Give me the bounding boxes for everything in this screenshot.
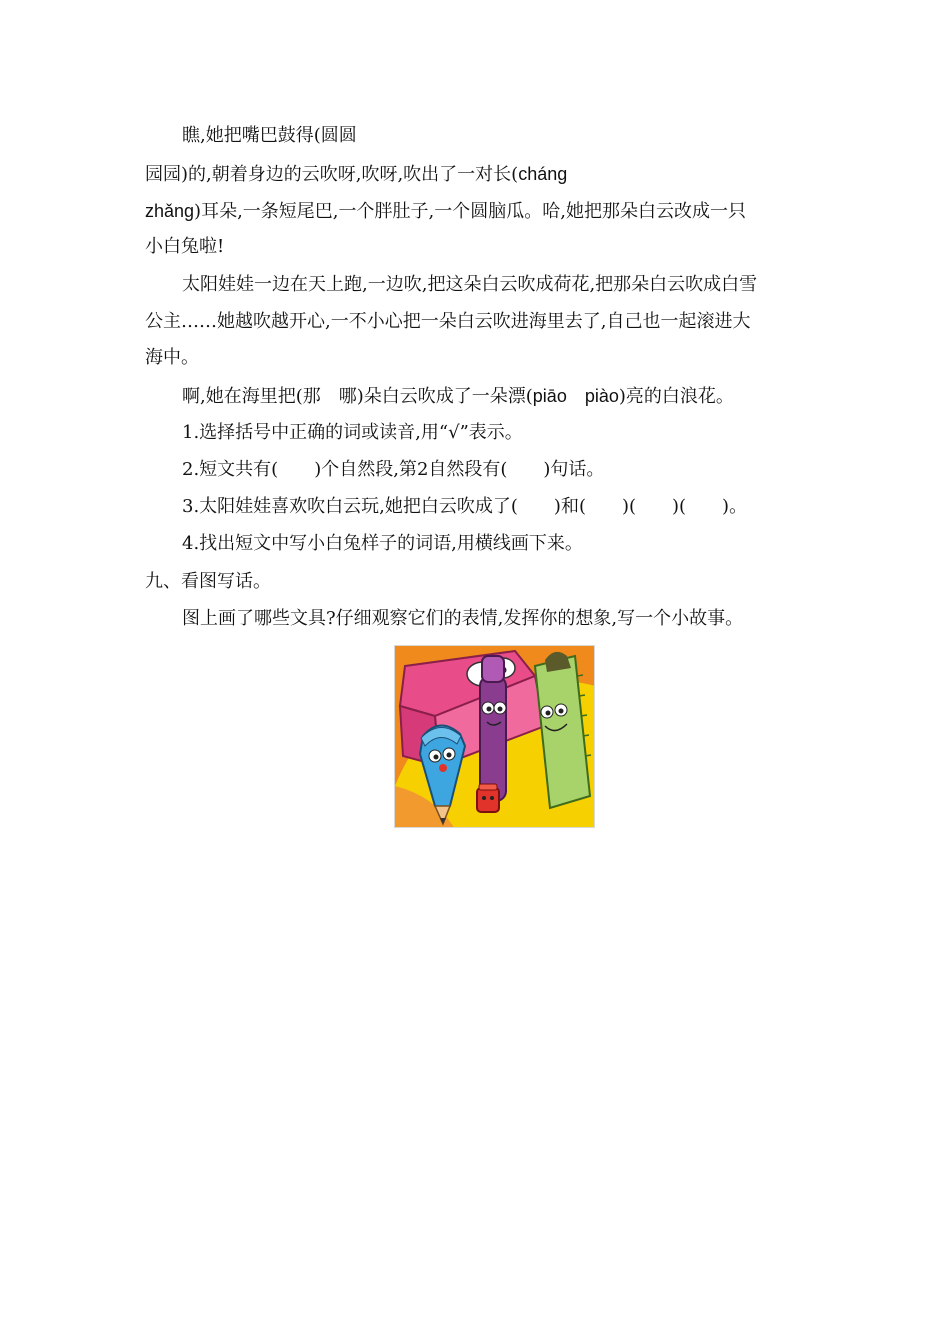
passage-text: 公主……她越吹越开心,一不小心把一朵白云吹进海里去了,自己也一起滚进大 xyxy=(145,311,751,332)
question-text: 2.短文共有( )个自然段,第2自然段有( )句话。 xyxy=(182,459,605,480)
passage-line-4 xyxy=(145,236,224,258)
stationery-scene xyxy=(395,646,595,828)
section-9-prompt xyxy=(182,608,743,630)
passage-line-5 xyxy=(182,274,757,296)
section-heading-text: 九、看图写话。 xyxy=(145,571,271,592)
question-1 xyxy=(182,422,523,444)
passage-text: )耳朵,一条短尾巴,一个胖肚子,一个圆脑瓜。哈,她把那朵白云改成一只 xyxy=(194,201,746,222)
pinyin-text: zhǎng xyxy=(145,201,195,221)
stationery-illustration xyxy=(394,645,595,828)
passage-line-2 xyxy=(145,163,567,186)
passage-line-6 xyxy=(145,311,750,333)
passage-line-8 xyxy=(182,385,734,408)
marker-icon xyxy=(480,656,506,801)
section-9-heading xyxy=(145,571,271,593)
passage-text: 啊,她在海里把(那 哪)朵白云吹成了一朵漂( xyxy=(182,386,533,407)
passage-text: )亮的白浪花。 xyxy=(618,386,734,407)
question-text: 4.找出短文中写小白兔样子的词语,用横线画下来。 xyxy=(182,533,583,554)
passage-text: 园园)的,朝着身边的云吹呀,吹呀,吹出了一对长( xyxy=(145,164,519,185)
pinyin-text: cháng xyxy=(518,164,568,184)
passage-line-1 xyxy=(182,125,357,147)
pinyin-text: piāo piào xyxy=(532,386,619,406)
passage-line-7 xyxy=(145,347,199,369)
question-3 xyxy=(182,496,747,518)
prompt-text: 图上画了哪些文具?仔细观察它们的表情,发挥你的想象,写一个小故事。 xyxy=(182,608,744,629)
passage-text: 瞧,她把嘴巴鼓得(圆圆 xyxy=(182,125,357,146)
question-4 xyxy=(182,533,583,555)
question-2 xyxy=(182,459,604,481)
passage-line-3 xyxy=(145,200,746,223)
question-text: 3.太阳娃娃喜欢吹白云玩,她把白云吹成了( )和( )( )( )。 xyxy=(182,496,748,517)
sharpener-icon xyxy=(477,784,499,812)
passage-text: 小白兔啦! xyxy=(145,236,225,257)
passage-text: 海中。 xyxy=(145,347,199,368)
question-text: 1.选择括号中正确的词或读音,用“√”表示。 xyxy=(182,422,523,443)
passage-text: 太阳娃娃一边在天上跑,一边吹,把这朵白云吹成荷花,把那朵白云吹成白雪 xyxy=(182,274,758,295)
